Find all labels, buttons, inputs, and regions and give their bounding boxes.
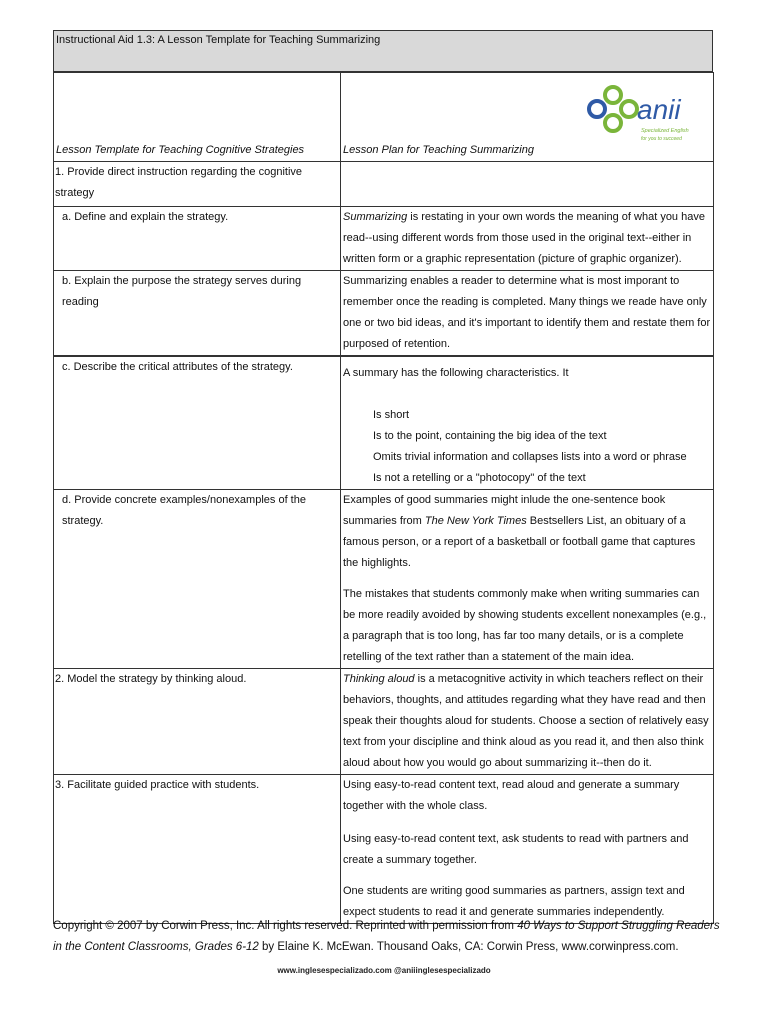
table-row xyxy=(54,271,714,357)
row-content xyxy=(341,775,714,924)
book-title: 40 Ways to Support Struggling Readers in the Content Classrooms, Grades 6-12 xyxy=(53,920,720,953)
row-label: 2. Model the strategy by thinking aloud. xyxy=(54,669,341,775)
nyt-title: The New York Times xyxy=(424,515,527,527)
list-item: Is to the point, containing the big idea of the text xyxy=(373,430,607,442)
row-content: Summarizing enables a reader to determine what is most imporant to remember once the reading is completed. Many things we reade have only one or two bid ideas, and it's important to identify them and restate them for purposed of retention. xyxy=(341,271,714,357)
examples-paragraph: Examples of good summaries might inlude the one-sentence book summaries from The New York Times Bestsellers List, an obituary of a famous person, or a report of a basketball or football game that captures the highlights. xyxy=(343,494,696,569)
term-summarizing: Summarizing xyxy=(343,211,408,223)
copyright-footer: Copyright © 2007 by Corwin Press, Inc. All rights reserved. Reprinted with permission from 40 Ways to Support Struggling Readers in the Content Classrooms, Grades 6-12 by Elaine K. McEwan. Thousand Oaks, CA: Corwin Press, www.corwinpress.com. xyxy=(53,920,720,953)
table-row xyxy=(54,356,714,490)
term-thinking-aloud: Thinking aloud xyxy=(343,673,415,685)
guided-practice-2: Using easy-to-read content text, ask students to read with partners and create a summary together. xyxy=(343,833,689,866)
thinking-aloud-text: is a metacognitive activity in which teachers reflect on their behaviors, thoughts, and attitudes regarding what they have read and then speak their thoughts aloud for students. Choose a section of relatively easy text from your discipline and think aloud as you read it, and then also think aloud about how you would go about summarizing it--then do it. xyxy=(343,673,709,769)
attributes-list xyxy=(343,405,711,489)
anii-logo xyxy=(585,81,703,143)
logo-tagline-1: Specialized English xyxy=(641,128,689,134)
document-title: Instructional Aid 1.3: A Lesson Template for Teaching Summarizing xyxy=(53,30,713,72)
row-label: 3. Facilitate guided practice with students. xyxy=(54,775,341,924)
header-col1: Lesson Template for Teaching Cognitive Strategies xyxy=(54,73,341,162)
table-row xyxy=(54,207,714,271)
nonexamples-paragraph: The mistakes that students commonly make when writing summaries can be more readily avoided by showing students excellent nonexamples (e.g., a paragraph that is too long, has far too many details, or is a complete retelling of the text rather than a statement of the main idea. xyxy=(343,588,707,663)
list-item: Is not a retelling or a "photocopy" of the text xyxy=(373,472,586,484)
row-label: c. Describe the critical attributes of the strategy. xyxy=(54,356,341,490)
table-header-row xyxy=(54,73,714,162)
header-col2 xyxy=(341,73,714,162)
row-label: d. Provide concrete examples/nonexamples of the strategy. xyxy=(54,490,341,669)
logo-wordmark: anii xyxy=(637,94,681,125)
logo-tagline-2: for you to succeed xyxy=(641,136,682,142)
guided-practice-1: Using easy-to-read content text, read aloud and generate a summary together with the whole class. xyxy=(343,779,680,812)
table-row xyxy=(54,775,714,924)
lesson-table xyxy=(53,72,714,924)
list-item: Omits trivial information and collapses lists into a word or phrase xyxy=(373,451,687,463)
row-content xyxy=(341,490,714,669)
table-row xyxy=(54,490,714,669)
guided-practice-3: One students are writing good summaries as partners, assign text and expect students to read it and generate summaries independently. xyxy=(343,885,685,918)
list-item: Is short xyxy=(373,409,410,421)
row-label: a. Define and explain the strategy. xyxy=(54,207,341,271)
row-label: 1. Provide direct instruction regarding the cognitive strategy xyxy=(54,162,341,207)
row-content xyxy=(341,162,714,207)
row-label: b. Explain the purpose the strategy serves during reading xyxy=(54,271,341,357)
lesson-template-document xyxy=(53,30,713,924)
header-col2-text: Lesson Plan for Teaching Summarizing xyxy=(343,144,534,156)
website-footer: www.inglesespecializado.com @aniiinglesespecializado xyxy=(277,966,491,975)
row-content xyxy=(341,669,714,775)
attributes-intro: A summary has the following characteristics. It xyxy=(343,367,569,379)
definition-text: is restating in your own words the meaning of what you have read--using different words from those used in the original text--either in written form or a graphic representation (picture of graphic organizer). xyxy=(343,211,705,265)
row-content xyxy=(341,356,714,490)
table-row xyxy=(54,162,714,207)
row-content xyxy=(341,207,714,271)
table-row xyxy=(54,669,714,775)
